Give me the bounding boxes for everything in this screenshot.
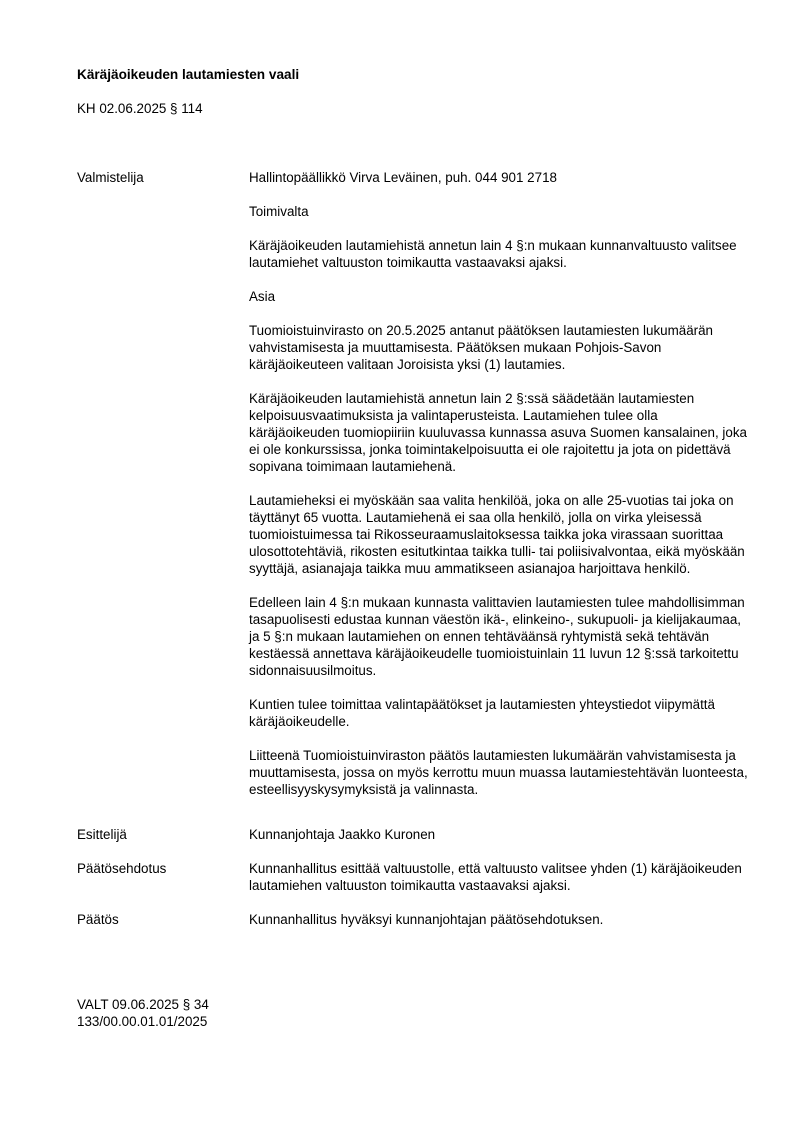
asia-paragraph-6: Liitteenä Tuomioistuinviraston päätös lautamiesten lukumäärän vahvistamisesta ja muuttamisesta, jossa on myös kerrottu muun muassa lautamiestehtävän luonteesta, esteellisyyskysymyksistä ja valinnasta. bbox=[249, 748, 748, 797]
valmistelija-content bbox=[249, 169, 749, 798]
valt-reference: VALT 09.06.2025 § 34 bbox=[77, 997, 209, 1012]
asia-paragraph-5: Kuntien tulee toimittaa valintapäätökset ja lautamiesten yhteystiedot viipymättä käräjäoikeudelle. bbox=[249, 697, 715, 729]
asia-paragraph-2: Käräjäoikeuden lautamiehistä annetun lain 2 §:ssä säädetään lautamiesten kelpoisuusvaatimuksista ja valintaperusteista. Lautamiehen tulee olla käräjäoikeuden tuomiopiiriin kuuluvassa kunnassa asuva Suomen kansalainen, joka ei ole konkurssissa, jonka toimintakelpoisuutta ei ole rajoitettu ja jota on pidettävä sopivana toimimaan lautamiehenä. bbox=[249, 391, 747, 474]
valmistelija-label: Valmistelija bbox=[77, 170, 144, 185]
paatosehdotus-label: Päätösehdotus bbox=[77, 861, 167, 876]
document-title: Käräjäoikeuden lautamiesten vaali bbox=[77, 67, 300, 82]
footer bbox=[77, 996, 209, 1030]
heading-asia: Asia bbox=[249, 289, 276, 304]
esittelija-value: Kunnanjohtaja Jaakko Kuronen bbox=[249, 827, 436, 842]
paatosehdotus-value: Kunnanhallitus esittää valtuustolle, että valtuusto valitsee yhden (1) käräjäoikeuden lautamiehen valtuuston toimikautta vastaavaksi ajaksi. bbox=[249, 861, 742, 893]
asia-paragraph-1: Tuomioistuinvirasto on 20.5.2025 antanut päätöksen lautamiesten lukumäärän vahvistamisesta ja muuttamisesta. Päätöksen mukaan Pohjois-Savon käräjäoikeuteen valitaan Joroisista yksi (1) lautamies. bbox=[249, 323, 714, 372]
preparer-info: Hallintopäällikkö Virva Leväinen, puh. 044 901 2718 bbox=[249, 170, 557, 185]
heading-toimivalta: Toimivalta bbox=[249, 204, 309, 219]
paatos-label: Päätös bbox=[77, 912, 119, 927]
asia-paragraph-3: Lautamieheksi ei myöskään saa valita henkilöä, joka on alle 25-vuotias tai joka on täyttänyt 65 vuotta. Lautamiehenä ei saa olla henkilö, jolla on virka yleisessä tuomioistuimessa tai Rikosseuraamuslaitoksessa taikka joka virassaan suorittaa ulosottotehtäviä, rikosten esitutkintaa taikka tulli- tai poliisivalvontaa, eikä myöskään syyttäjä, asianajaja taikka muu ammatikseen asianajoa harjoittava henkilö. bbox=[249, 493, 745, 576]
toimivalta-text: Käräjäoikeuden lautamiehistä annetun lain 4 §:n mukaan kunnanvaltuusto valitsee lautamiehet valtuuston toimikautta vastaavaksi ajaksi. bbox=[249, 238, 737, 270]
paatos-value: Kunnanhallitus hyväksyi kunnanjohtajan päätösehdotuksen. bbox=[249, 912, 604, 927]
meeting-reference: KH 02.06.2025 § 114 bbox=[77, 101, 203, 116]
esittelija-label: Esittelijä bbox=[77, 827, 127, 842]
asia-paragraph-4: Edelleen lain 4 §:n mukaan kunnasta valittavien lautamiesten tulee mahdollisimman tasapuolisesti edustaa kunnan väestön ikä-, elinkeino-, sukupuoli- ja kielijakaumaa, ja 5 §:n mukaan lautamiehen on ennen tehtäväänsä ryhtymistä sekä tehtävän kestäessä annettava käräjäoikeudelle tuomioistuinlain 11 luvun 12 §:ssä tarkoitettu sidonnaisuusilmoitus. bbox=[249, 595, 745, 678]
record-id: 133/00.00.01.01/2025 bbox=[77, 1014, 208, 1029]
